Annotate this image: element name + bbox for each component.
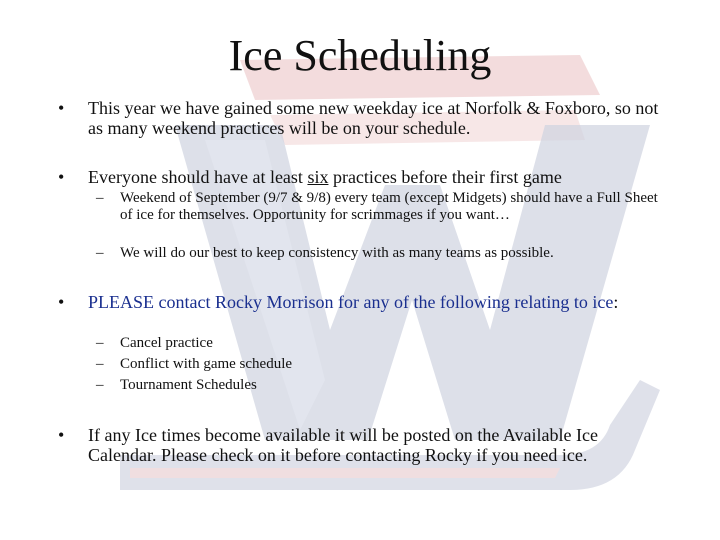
subitem-text: Weekend of September (9/7 & 9/8) every team (except Midgets) should have a Full Sheet of ice for themselves. Opportunity for scrimmages if you want… xyxy=(120,190,658,223)
subitem-september-weekend xyxy=(96,190,670,223)
slide-title: Ice Scheduling xyxy=(228,31,492,80)
subitem-text: Tournament Schedules xyxy=(120,377,257,393)
bullet-text xyxy=(88,167,668,187)
bullet-marker: • xyxy=(58,292,65,312)
bullet-marker: • xyxy=(58,425,65,445)
subitem-cancel-practice xyxy=(96,335,670,352)
underlined-six: six xyxy=(307,167,329,187)
subitem-game-conflict xyxy=(96,356,670,373)
subitem-consistency xyxy=(96,245,670,262)
bullet-text-start: Everyone should have at least xyxy=(88,167,308,187)
bullet-text-end: practices before their first game xyxy=(328,167,562,187)
bullet-text xyxy=(88,292,668,312)
bullet-text-end: : xyxy=(613,292,619,312)
bullet-available-ice xyxy=(58,425,668,465)
bullet-marker: • xyxy=(58,167,65,187)
dash-marker: – xyxy=(96,190,104,206)
subitem-text: Conflict with game schedule xyxy=(120,356,293,372)
bullet-contact-rocky xyxy=(58,292,668,312)
bullet-text: This year we have gained some new weekday ice at Norfolk & Foxboro, so not as many weekend practices will be on your schedule. xyxy=(88,98,659,138)
bullet-text: If any Ice times become available it will be posted on the Available Ice Calendar. Please check on it before contacting Rocky if you need ice. xyxy=(88,425,598,465)
bullet-six-practices xyxy=(58,167,668,187)
subitem-text: Cancel practice xyxy=(120,335,213,351)
contact-highlight: PLEASE contact Rocky Morrison for any of the following relating to ice xyxy=(88,292,614,312)
dash-marker: – xyxy=(96,377,104,393)
bullet-weekday-ice xyxy=(58,98,668,138)
dash-marker: – xyxy=(96,335,104,351)
dash-marker: – xyxy=(96,245,104,261)
subitem-tournament-schedules xyxy=(96,377,670,394)
dash-marker: – xyxy=(96,356,104,372)
bullet-marker: • xyxy=(58,98,65,118)
subitem-text: We will do our best to keep consistency with as many teams as possible. xyxy=(120,245,554,261)
